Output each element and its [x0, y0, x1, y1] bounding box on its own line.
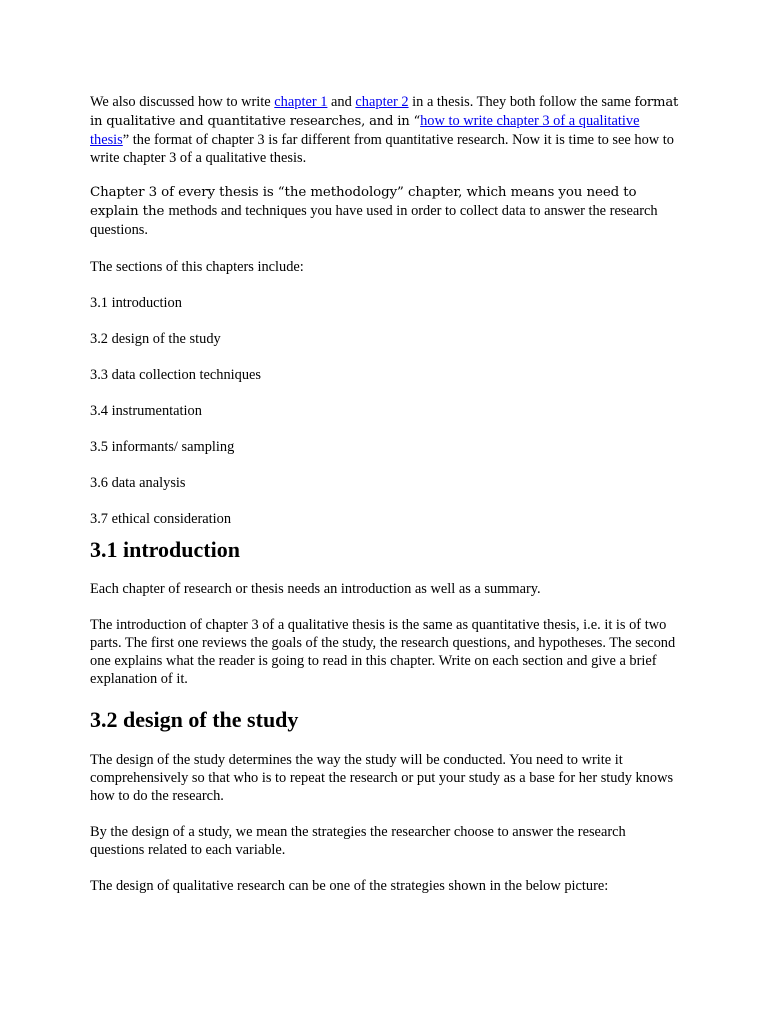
section-item: 3.6 data analysis	[90, 475, 186, 491]
sections-intro: The sections of this chapters include:	[90, 259, 304, 275]
section-item: 3.4 instrumentation	[90, 403, 202, 419]
introduction-heading: 3.1 introduction	[90, 537, 240, 562]
intro-summary-paragraph: Each chapter of research or thesis needs an introduction as well as a summary.	[90, 581, 541, 597]
design-paragraph-1: The design of the study determines the way the study will be conducted. You need to write it comprehensively so that who is to repeat the research or put your study as a base for her study knows how to do the research.	[90, 752, 674, 804]
section-item: 3.1 introduction	[90, 295, 182, 311]
intro-text-1: We also discussed how to write	[90, 94, 275, 110]
chapter-1-link[interactable]: chapter 1	[274, 94, 328, 110]
section-item: 3.7 ethical consideration	[90, 511, 232, 527]
intro-text-3: ” the format of chapter 3 is far different from quantitative research. Now it is time to see how to write chapter 3 of a qualitative thesis.	[90, 132, 674, 166]
design-heading: 3.2 design of the study	[90, 707, 299, 732]
article-body	[90, 93, 680, 913]
section-item: 3.5 informants/ sampling	[90, 439, 235, 455]
methodology-rest: methods and techniques you have used in order to collect data to answer the research questions.	[90, 203, 658, 238]
chapter-2-link[interactable]: chapter 2	[355, 94, 409, 110]
design-paragraph-2: By the design of a study, we mean the strategies the researcher choose to answer the research questions related to each variable.	[90, 824, 626, 858]
intro-parts-paragraph: The introduction of chapter 3 of a qualitative thesis is the same as quantitative thesis, i.e. it is of two parts. The first one reviews the goals of the study, the research questions, and hypotheses. The second one explains what the reader is going to read in this chapter. Write on each section and give a brief explanation of it.	[90, 617, 676, 687]
intro-paragraph	[90, 93, 680, 167]
section-item: 3.2 design of the study	[90, 331, 221, 347]
intro-text-and: and	[327, 94, 356, 110]
methodology-first-line: Chapter 3 of every thesis is “the methodology” chapter, which means you need to explain the	[90, 185, 637, 219]
section-list	[90, 294, 680, 528]
qualitative-chapter-3-link[interactable]: how to write chapter 3 of a qualitative thesis	[90, 113, 640, 148]
intro-text-format: format in qualitative and quantitative researches, and in “	[90, 95, 679, 129]
design-paragraph-3: The design of qualitative research can be one of the strategies shown in the below picture:	[90, 878, 609, 894]
intro-text-2: in a thesis. They both follow the same	[408, 94, 635, 110]
methodology-paragraph	[90, 184, 680, 240]
section-item: 3.3 data collection techniques	[90, 367, 262, 383]
